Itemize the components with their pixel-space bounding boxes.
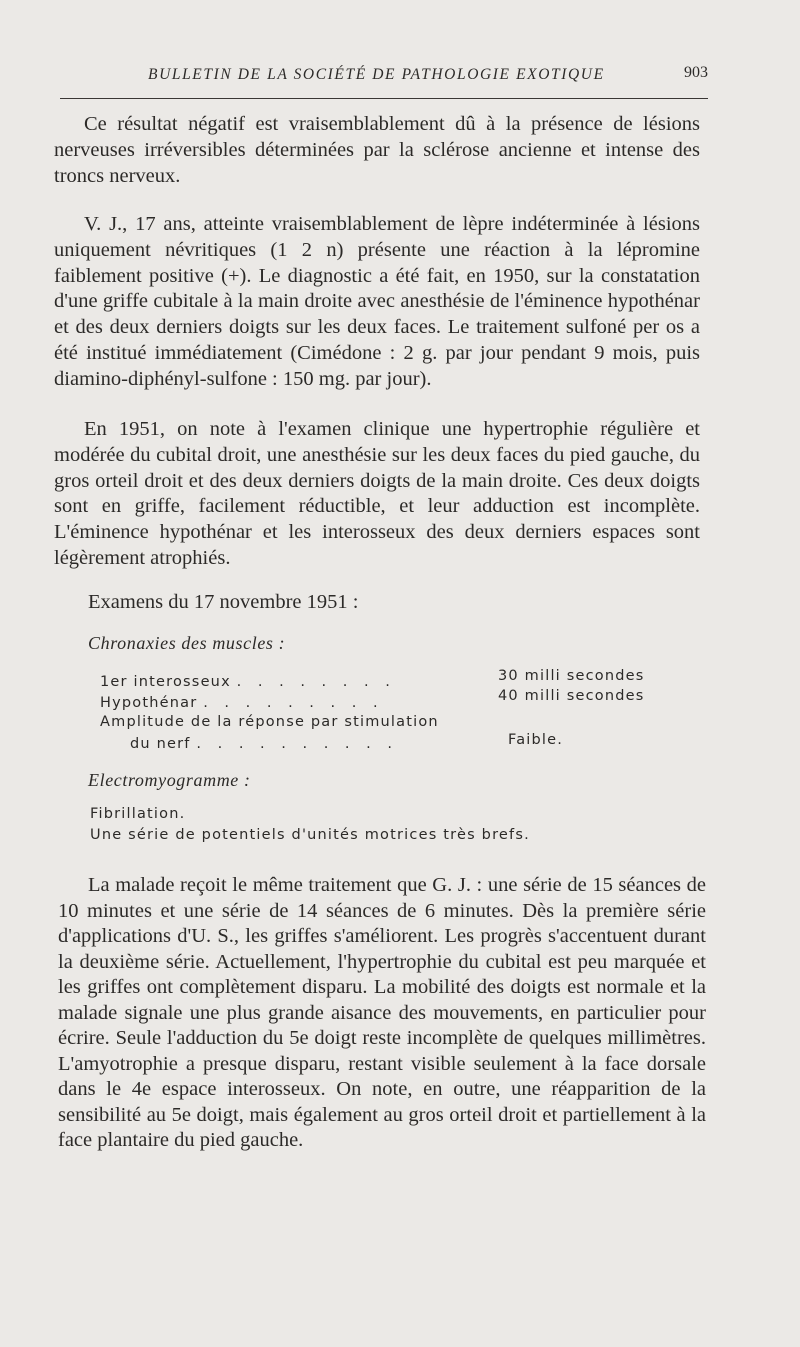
chronaxies-heading: Chronaxies des muscles : [88,633,286,653]
emg-line: Une série de potentiels d'unités motrices très brefs. [90,827,530,843]
chronaxie-label: Amplitude de la réponse par stimulation [100,714,439,730]
chronaxie-label: 1er interosseux [100,674,231,690]
header-rule [60,98,708,99]
leader-dots: . . . . . . . . . . [196,736,398,752]
running-title: BULLETIN DE LA SOCIÉTÉ DE PATHOLOGIE EXOTIQUE [148,66,605,83]
chronaxie-label: Hypothénar [100,695,198,711]
page-header [60,62,708,102]
chronaxie-row [100,714,439,730]
chronaxie-row [100,674,396,690]
paragraph-exam-1951: En 1951, on note à l'examen clinique une hypertrophie régulière et modérée du cubital droit, une anesthésie sur les deux faces du pied gauche, du gros orteil droit et des deux derniers doigts de la main droite. Ces deux doigts sont en griffe, facilement réductible, et leur adduction est incomplète. L'éminence hypothénar et les interosseux des deux derniers espaces sont légèrement atrophiés. [54,418,700,569]
chronaxie-value: 40 milli secondes [498,688,645,704]
paragraph-conclusion: Ce résultat négatif est vraisemblablement dû à la présence de lésions nerveuses irréversibles déterminées par la sclérose ancienne et intense des troncs nerveux. [54,113,700,187]
paragraph-case-vj: V. J., 17 ans, atteinte vraisemblablement de lèpre indéterminée à lésions uniquement névritiques (1 2 n) présente une réaction à la lépromine faiblement positive (+). Le diagnostic a été fait, en 1950, sur la constatation d'une griffe cubitale à la main droite avec anesthésie de l'éminence hypothénar et des deux derniers doigts sur les deux faces. Le traitement sulfoné per os a été institué immédiatement (Cimédone : 2 g. par jour pendant 9 mois, puis diamino-diphényl-sulfone : 150 mg. par jour). [54,213,700,390]
leader-dots: . . . . . . . . . [203,695,384,711]
chronaxie-value: Faible. [508,732,564,748]
chronaxie-value: 30 milli secondes [498,668,645,684]
page-number: 903 [684,64,708,81]
emg-heading: Electromyogramme : [88,770,251,790]
leader-dots: . . . . . . . . [236,674,396,690]
emg-line: Fibrillation. [90,806,186,822]
chronaxie-row [100,695,384,711]
chronaxie-row [130,736,398,752]
chronaxie-label: du nerf [130,736,191,752]
paragraph-treatment: La malade reçoit le même traitement que G. J. : une série de 15 séances de 10 minutes et une série de 14 séances de 6 minutes. Dès la première série d'applications d'U. S., les griffes s'améliorent. Les progrès s'accentuent durant la deuxième série. Actuellement, l'hypertrophie du cubital est peu marquée et les griffes ont complètement disparu. La mobilité des doigts est normale et la malade signale une plus grande aisance des mouvements, en particulier pour écrire. Seule l'adduction du 5e doigt reste incomplète de quelques millimètres. L'amyotrophie a presque disparu, restant visible seulement à la face dorsale dans le 4e espace interosseux. On note, en outre, une réapparition de la sensibilité au 5e doigt, mais également au gros orteil droit et partiellement à la face plantaire du pied gauche. [58,874,706,1151]
paragraph-exams-date: Examens du 17 novembre 1951 : [88,591,359,613]
